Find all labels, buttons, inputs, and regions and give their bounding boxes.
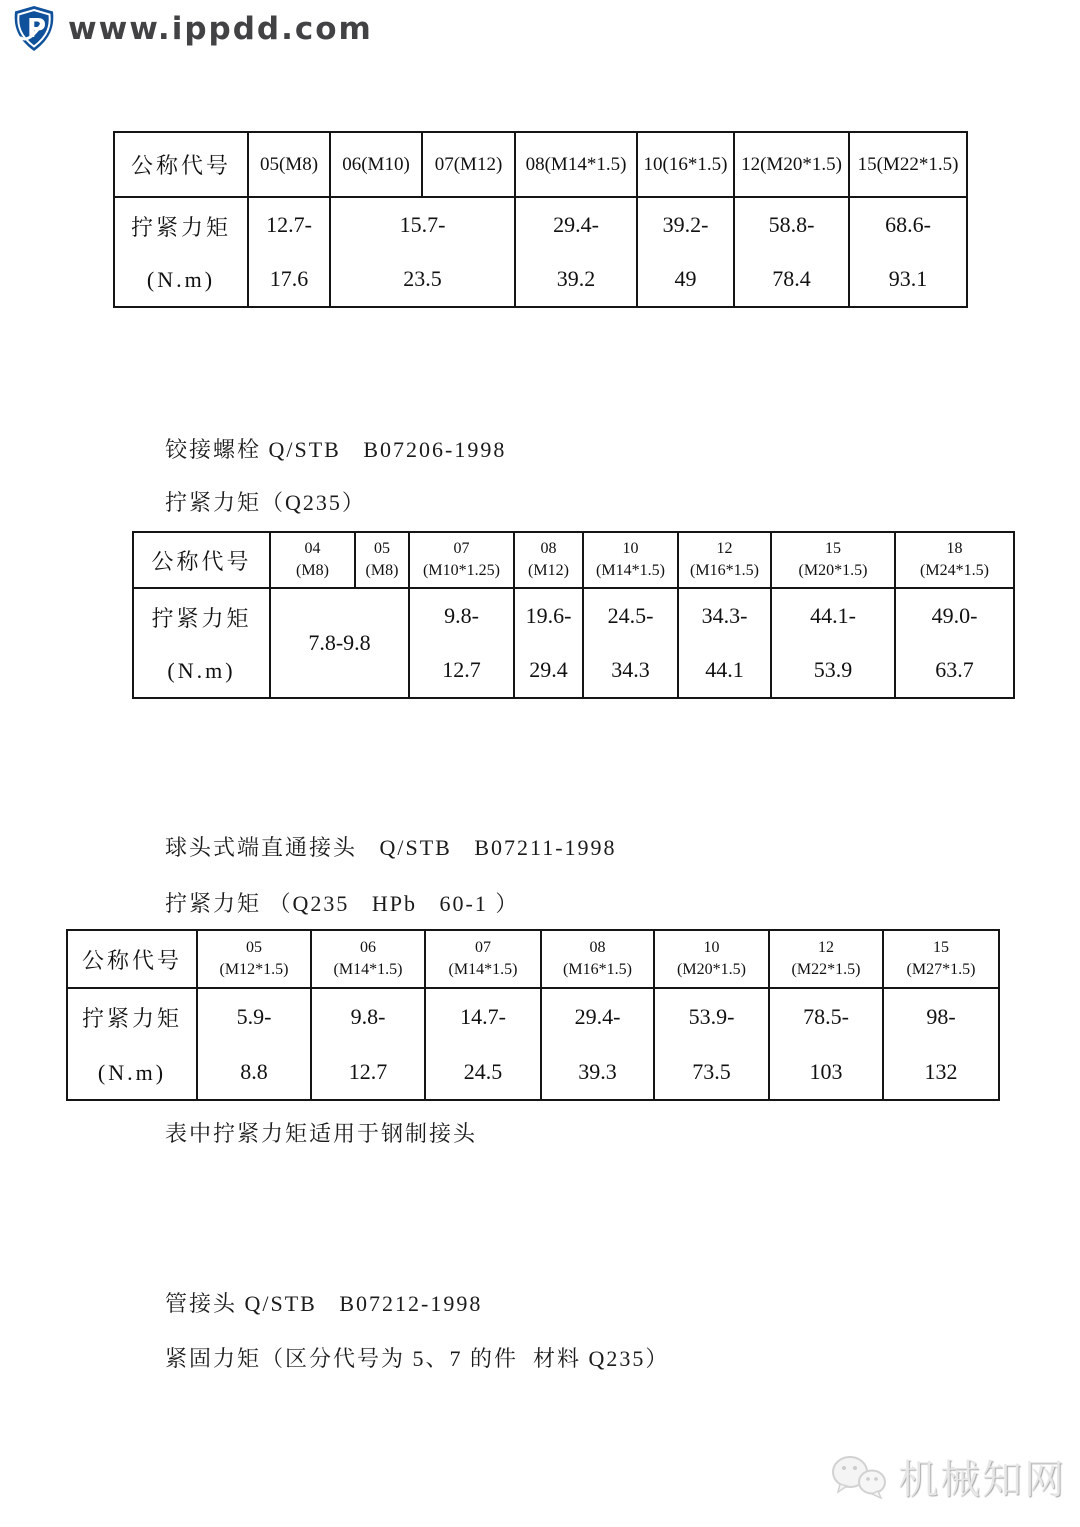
cell-line: 公称代号 — [81, 947, 182, 973]
value-cell — [771, 588, 895, 698]
cell-line: 10 — [703, 938, 720, 956]
header-cell — [654, 930, 769, 988]
torque-table-1-header-row — [114, 132, 967, 197]
cell-line: 19.6- — [525, 603, 572, 628]
header-cell — [678, 532, 771, 588]
cell-line: (M24*1.5) — [920, 562, 989, 579]
value-cell — [270, 588, 409, 698]
cell-line: 15 — [825, 540, 841, 557]
header-cell — [409, 532, 514, 588]
header-cell — [541, 930, 654, 988]
cell-line: 44.1- — [810, 603, 856, 628]
watermark-text: 机械知网 — [898, 1457, 1066, 1502]
cell-line: 04 — [304, 540, 321, 557]
row-label-cell — [114, 132, 248, 197]
cell-line: 73.5 — [692, 1058, 731, 1084]
header-cell — [515, 132, 637, 197]
header-cell — [330, 132, 422, 197]
value-cell — [409, 588, 514, 698]
cell-line: 44.1 — [705, 657, 744, 682]
hinged-bolt-title: 铰接螺栓 Q/STB B07206-1998 — [165, 437, 507, 462]
torque-table-1 — [113, 131, 968, 308]
torque-table-2-data-row — [133, 588, 1014, 698]
value-cell — [330, 197, 515, 307]
cell-line: 12(M20*1.5) — [741, 153, 842, 175]
value-cell — [583, 588, 678, 698]
cell-line: (M20*1.5) — [798, 562, 868, 579]
header-cell — [197, 930, 311, 988]
torque-table-2-body — [133, 532, 1014, 698]
site-url: www.ippdd.com — [68, 10, 373, 47]
cell-line: 06 — [360, 938, 376, 956]
header-cell — [355, 532, 409, 588]
cell-line: 78.5- — [803, 1003, 849, 1029]
cell-line: (N.m) — [146, 267, 216, 293]
header-cell — [311, 930, 425, 988]
value-cell — [849, 197, 967, 307]
cell-line: 公称代号 — [130, 153, 231, 178]
cell-line: 39.2 — [556, 266, 596, 291]
cell-line: 7.8-9.8 — [308, 630, 371, 655]
row-label-cell — [133, 588, 270, 698]
cell-line: 拧紧力矩 — [151, 605, 252, 631]
cell-line: 24.5- — [607, 603, 654, 628]
value-cell — [654, 988, 769, 1100]
header-cell — [270, 532, 355, 588]
cell-line: 12 — [818, 938, 834, 956]
cell-line: 5.9- — [236, 1003, 272, 1029]
cell-line: 拧紧力矩 — [81, 1006, 182, 1032]
torque-table-1-body — [114, 132, 967, 307]
header-cell — [883, 930, 999, 988]
cell-line: 14.7- — [460, 1003, 506, 1029]
row-label-cell — [67, 988, 197, 1100]
cell-line: (M8) — [365, 562, 399, 579]
pipe-joint-subtitle: 紧固力矩（区分代号为 5、7 的件 材料 Q235） — [165, 1346, 670, 1371]
cell-line: 53.9- — [688, 1003, 735, 1029]
cell-line: 07 — [475, 938, 491, 956]
header-cell — [849, 132, 967, 197]
cell-line: (N.m) — [167, 658, 236, 684]
cell-line: 15 — [933, 938, 949, 956]
value-cell — [311, 988, 425, 1100]
cell-line: 12 — [716, 540, 733, 557]
cell-line: 公称代号 — [151, 548, 252, 574]
torque-table-3-data-row — [67, 988, 999, 1100]
header-cell — [422, 132, 515, 197]
cell-line: 9.8- — [444, 603, 479, 628]
wechat-icon — [826, 1450, 892, 1504]
cell-line: (M16*1.5) — [690, 562, 759, 579]
torque-table-3-body — [67, 930, 999, 1100]
value-cell — [541, 988, 654, 1100]
cell-line: 17.6 — [269, 266, 309, 291]
cell-line: 63.7 — [935, 657, 974, 682]
cell-line: 68.6- — [885, 212, 931, 237]
cell-line: 08 — [589, 938, 606, 956]
cell-line: 05(M8) — [259, 153, 319, 175]
cell-line: 06(M10) — [342, 153, 410, 175]
cell-line: 18 — [946, 540, 963, 557]
cell-line: (M16*1.5) — [563, 961, 632, 979]
shield-p-icon — [10, 5, 58, 52]
cell-line: 05 — [246, 938, 262, 956]
header-cell — [425, 930, 541, 988]
cell-line: 24.5 — [463, 1058, 503, 1084]
value-cell — [883, 988, 999, 1100]
steel-joint-note: 表中拧紧力矩适用于钢制接头 — [165, 1121, 478, 1146]
cell-line: 12.7- — [266, 212, 312, 237]
watermark — [826, 1448, 1066, 1505]
cell-line: 29.4 — [529, 657, 568, 682]
cell-line: (M12*1.5) — [219, 961, 289, 979]
cell-line: 39.2- — [662, 212, 709, 237]
ball-joint-title: 球头式端直通接头 Q/STB B07211-1998 — [165, 835, 617, 860]
header-cell — [769, 930, 883, 988]
cell-line: 49 — [674, 266, 697, 291]
cell-line: (M14*1.5) — [448, 961, 518, 979]
cell-line: 93.1 — [888, 266, 928, 291]
torque-table-1-data-row — [114, 197, 967, 307]
cell-line: 8.8 — [240, 1058, 268, 1084]
value-cell — [678, 588, 771, 698]
header-cell — [734, 132, 849, 197]
cell-line: 58.8- — [768, 212, 815, 237]
value-cell — [515, 197, 637, 307]
value-cell — [895, 588, 1014, 698]
header-cell — [248, 132, 330, 197]
row-label-cell — [133, 532, 270, 588]
row-label-cell — [114, 197, 248, 307]
cell-line: 08(M14*1.5) — [525, 153, 627, 175]
cell-line: (M14*1.5) — [596, 562, 665, 579]
cell-line: 39.3 — [578, 1058, 617, 1084]
cell-line: 103 — [809, 1058, 843, 1084]
header-cell — [637, 132, 734, 197]
header-cell — [895, 532, 1014, 588]
header-cell — [583, 532, 678, 588]
torque-table-3 — [66, 929, 1000, 1101]
cell-line: 12.7 — [348, 1058, 388, 1084]
cell-line: (M10*1.25) — [423, 562, 500, 579]
cell-line: 132 — [924, 1058, 958, 1084]
cell-line: 34.3- — [701, 603, 748, 628]
row-label-cell — [67, 930, 197, 988]
cell-line: (M27*1.5) — [906, 961, 976, 979]
cell-line: 53.9 — [813, 657, 853, 682]
cell-line: (M20*1.5) — [677, 961, 746, 979]
cell-line: (M8) — [296, 562, 329, 579]
torque-table-3-header-row — [67, 930, 999, 988]
cell-line: 10(16*1.5) — [643, 153, 728, 175]
cell-line: 07(M12) — [434, 153, 503, 175]
value-cell — [514, 588, 583, 698]
cell-line: 12.7 — [442, 657, 481, 682]
cell-line: 08 — [540, 540, 557, 557]
cell-line: 05 — [374, 540, 390, 557]
cell-line: 78.4 — [772, 266, 811, 291]
cell-line: 29.4- — [553, 212, 599, 237]
cell-line: (M12) — [528, 562, 569, 579]
cell-line: (M22*1.5) — [791, 961, 861, 979]
cell-line: (M14*1.5) — [333, 961, 403, 979]
cell-line: 9.8- — [350, 1003, 386, 1029]
cell-line: 34.3 — [611, 657, 650, 682]
value-cell — [425, 988, 541, 1100]
ball-joint-subtitle: 拧紧力矩 （Q235 HPb 60-1 ） — [165, 891, 520, 916]
cell-line: 29.4- — [574, 1003, 621, 1029]
cell-line: 15(M22*1.5) — [857, 153, 959, 175]
value-cell — [637, 197, 734, 307]
pipe-joint-title: 管接头 Q/STB B07212-1998 — [165, 1291, 483, 1316]
header-cell — [514, 532, 583, 588]
cell-line: 98- — [926, 1003, 956, 1029]
svg-text:P: P — [27, 14, 47, 44]
value-cell — [197, 988, 311, 1100]
torque-table-2 — [132, 531, 1015, 699]
torque-table-2-header-row — [133, 532, 1014, 588]
cell-line: 07 — [453, 540, 470, 557]
value-cell — [734, 197, 849, 307]
value-cell — [769, 988, 883, 1100]
header-cell — [771, 532, 895, 588]
hinged-bolt-subtitle: 拧紧力矩（Q235） — [165, 490, 366, 515]
cell-line: 10 — [622, 540, 639, 557]
cell-line: 23.5 — [403, 266, 442, 291]
value-cell — [248, 197, 330, 307]
site-logo — [10, 5, 373, 52]
cell-line: 拧紧力矩 — [130, 214, 231, 240]
cell-line: 15.7- — [399, 212, 446, 237]
cell-line: 49.0- — [931, 603, 978, 628]
cell-line: (N.m) — [97, 1059, 167, 1085]
